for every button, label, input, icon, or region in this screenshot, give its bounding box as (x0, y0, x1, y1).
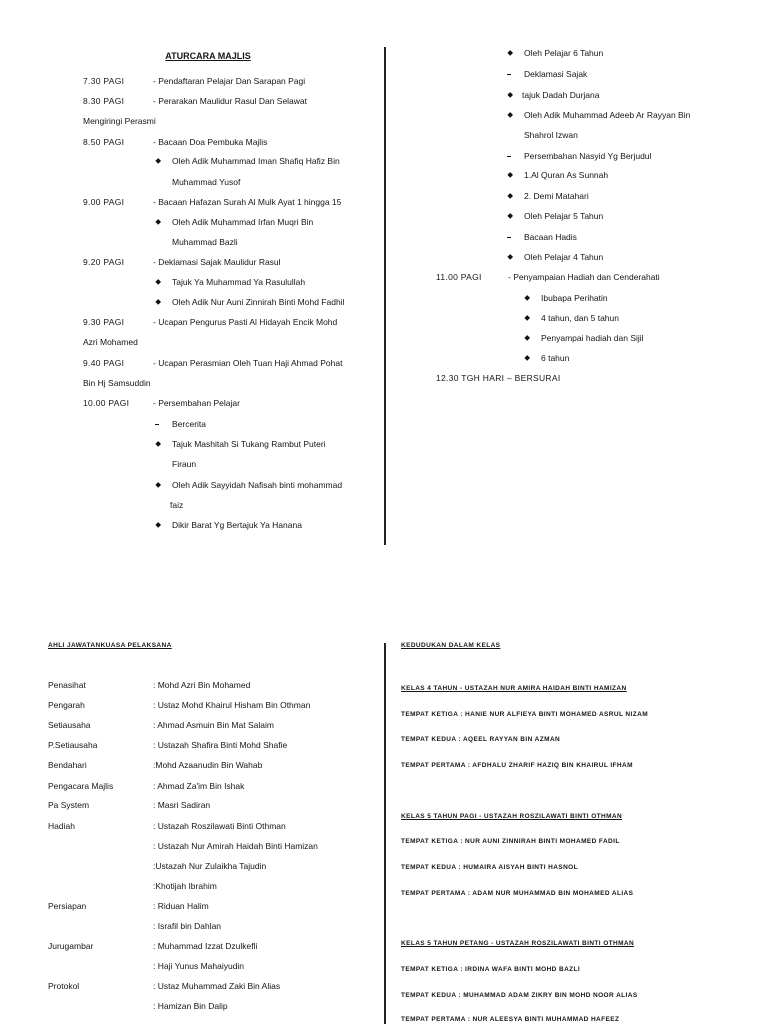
schedule-bullet-item (0, 190, 768, 202)
committee-row (0, 880, 768, 892)
schedule-continuation-text: Bin Hj Samsuddin (83, 378, 151, 388)
committee-row (0, 940, 768, 952)
diamond-bullet-icon (507, 112, 513, 118)
committee-name: : Haji Yunus Mahaiyudin (153, 961, 245, 971)
schedule-time: 8.50 PAGI (83, 137, 125, 147)
schedule-continuation-text: Shahrol Izwan (524, 130, 578, 140)
schedule-continuation (0, 458, 768, 470)
committee-row (0, 719, 768, 731)
schedule-activity: - Penyampaian Hadiah dan Cenderahati (508, 272, 660, 282)
schedule-continuation-text: Muhammad Yusof (172, 177, 241, 187)
committee-row (0, 960, 768, 972)
schedule-bullet-text: Oleh Adik Sayyidah Nafisah binti mohammad (172, 480, 343, 490)
diamond-bullet-icon (507, 172, 513, 178)
committee-name: : Ustaz Muhammad Zaki Bin Alias (153, 981, 281, 991)
schedule-bullet-item (0, 89, 768, 101)
committee-name: : Ahmad Asmuin Bin Mat Salaim (153, 720, 274, 730)
schedule-continuation (0, 129, 768, 141)
schedule-dash-item (0, 68, 768, 80)
schedule-bullet-text: 6 tahun (541, 353, 570, 363)
schedule-bullet-text: 4 tahun, dan 5 tahun (541, 313, 619, 323)
ranking-place: TEMPAT KETIGA : NUR AUNI ZINNIRAH BINTI MOHAMED FADIL (401, 838, 620, 845)
schedule-bullet-text: Tajuk Ya Muhammad Ya Rasulullah (172, 277, 306, 287)
schedule-time: 9.30 PAGI (83, 317, 125, 327)
schedule-time: 9.40 PAGI (83, 358, 125, 368)
committee-row (0, 820, 768, 832)
schedule-bullet-item (0, 479, 768, 491)
schedule-bullet-item (0, 47, 768, 59)
schedule-time: 9.20 PAGI (83, 257, 125, 267)
schedule-time: 9.00 PAGI (83, 197, 125, 207)
diamond-bullet-icon (155, 482, 161, 488)
schedule-title: ATURCARA MAJLIS (165, 51, 251, 61)
committee-role: Pengacara Majlis (48, 781, 114, 791)
committee-role: P.Setiausaha (48, 740, 98, 750)
schedule-dash-item (0, 150, 768, 162)
ranking-place: TEMPAT KEDUA : MUHAMMAD ADAM ZIKRY BIN MOHD NOOR ALIAS (401, 992, 638, 999)
schedule-dash-item (0, 418, 768, 430)
committee-name: : Israfil bin Dahlan (153, 921, 222, 931)
schedule-closing-text: 12.30 TGH HARI – BERSURAI (436, 373, 561, 383)
committee-name: : Ustaz Mohd Khairul Hisham Bin Othman (153, 700, 311, 710)
committee-role: Bendahari (48, 760, 87, 770)
ranking-place: TEMPAT KETIGA : IRDINA WAFA BINTI MOHD BAZLI (401, 966, 581, 973)
ranking-place: TEMPAT KETIGA : HANIE NUR ALFIEYA BINTI MOHAMED ASRUL NIZAM (401, 711, 649, 718)
committee-row (0, 840, 768, 852)
diamond-bullet-icon (155, 522, 161, 528)
schedule-bullet-text: 1.Al Quran As Sunnah (524, 170, 609, 180)
committee-role: Setiausaha (48, 720, 91, 730)
committee-name: :Mohd Azaanudin Bin Wahab (153, 760, 263, 770)
schedule-bullet-text: 2. Demi Matahari (524, 191, 589, 201)
schedule-dash-item (0, 231, 768, 243)
schedule-continuation (0, 499, 768, 511)
ranking-place: TEMPAT KEDUA : AQEEL RAYYAN BIN AZMAN (401, 736, 561, 743)
committee-name: : Riduan Halim (153, 901, 209, 911)
committee-row (0, 799, 768, 811)
schedule-bullet-text: Oleh Adik Nur Auni Zinnirah Binti Mohd Fadhil (172, 297, 345, 307)
schedule-dash-text: Deklamasi Sajak (524, 69, 588, 79)
class-heading: KELAS 5 TAHUN PAGI - USTAZAH ROSZILAWATI BINTI OTHMAN (401, 813, 623, 820)
schedule-time: 10.00 PAGI (83, 398, 130, 408)
rankings-title: KEDUDUKAN DALAM KELAS (401, 642, 501, 649)
committee-name: : Mohd Azri Bin Mohamed (153, 680, 251, 690)
committee-role: Jurugambar (48, 941, 94, 951)
diamond-bullet-icon (507, 92, 513, 98)
schedule-activity: - Bacaan Hafazan Surah Al Mulk Ayat 1 hingga 15 (153, 197, 342, 207)
schedule-time: 11.00 PAGI (436, 272, 482, 282)
committee-name: : Muhammad Izzat Dzulkefli (153, 941, 258, 951)
committee-row (0, 679, 768, 691)
ranking-place: TEMPAT PERTAMA : NUR ALEESYA BINTI MUHAMMAD HAFEEZ (401, 1016, 620, 1023)
schedule-bullet-item (0, 519, 768, 531)
schedule-bullet-item (0, 251, 768, 263)
diamond-bullet-icon (524, 335, 530, 341)
schedule-bullet-text: Oleh Pelajar 4 Tahun (524, 252, 604, 262)
ranking-place: TEMPAT PERTAMA : AFDHALU ZHARIF HAZIQ BIN KHAIRUL IFHAM (401, 762, 633, 769)
committee-row (0, 920, 768, 932)
schedule-time: 8.30 PAGI (83, 96, 125, 106)
schedule-activity: - Ucapan Pengurus Pasti Al Hidayah Encik Mohd (153, 317, 338, 327)
schedule-bullet-text: Tajuk Mashitah Si Tukang Rambut Puteri (172, 439, 326, 449)
schedule-activity: - Persembahan Pelajar (153, 398, 240, 408)
dash-bullet-icon (507, 74, 511, 75)
schedule-time: 7.30 PAGI (83, 76, 125, 86)
schedule-closing (0, 372, 768, 384)
schedule-continuation-text: faiz (170, 500, 184, 510)
dash-bullet-icon (507, 237, 511, 238)
schedule-continuation-text: Mengiringi Perasmi (83, 116, 156, 126)
dash-bullet-icon (507, 156, 511, 157)
schedule-row (0, 271, 768, 283)
schedule-bullet-text: Oleh Pelajar 5 Tahun (524, 211, 604, 221)
schedule-bullet-item (0, 352, 768, 364)
diamond-bullet-icon (507, 213, 513, 219)
committee-row (0, 780, 768, 792)
schedule-bullet-item (0, 109, 768, 121)
committee-row (0, 739, 768, 751)
committee-row (0, 1000, 768, 1012)
committee-name: : Ahmad Za'im Bin Ishak (153, 781, 245, 791)
schedule-bullet-item (0, 210, 768, 222)
committee-row (0, 699, 768, 711)
ranking-place: TEMPAT KEDUA : HUMAIRA AISYAH BINTI HASNOL (401, 864, 579, 871)
committee-role: Persiapan (48, 901, 87, 911)
diamond-bullet-icon (155, 441, 161, 447)
schedule-dash-text: Bacaan Hadis (524, 232, 577, 242)
schedule-bullet-text: tajuk Dadah Durjana (522, 90, 600, 100)
committee-name: : Ustazah Shafira Binti Mohd Shafie (153, 740, 288, 750)
schedule-continuation-text: Muhammad Bazli (172, 237, 238, 247)
committee-role: Hadiah (48, 821, 75, 831)
schedule-bullet-text: Oleh Adik Muhammad Adeeb Ar Rayyan Bin (524, 110, 691, 120)
committee-row (0, 900, 768, 912)
schedule-bullet-text: Oleh Adik Muhammad Irfan Muqri Bin (172, 217, 314, 227)
schedule-activity: - Deklamasi Sajak Maulidur Rasul (153, 257, 281, 267)
committee-name: : Ustazah Nur Amirah Haidah Binti Hamizan (153, 841, 318, 851)
schedule-activity: - Perarakan Maulidur Rasul Dan Selawat (153, 96, 308, 106)
diamond-bullet-icon (524, 355, 530, 361)
committee-name: :Ustazah Nur Zulaikha Tajudin (153, 861, 267, 871)
class-heading: KELAS 4 TAHUN - USTAZAH NUR AMIRA HAIDAH BINTI HAMIZAN (401, 685, 627, 692)
diamond-bullet-icon (524, 295, 530, 301)
schedule-continuation-text: Azri Mohamed (83, 337, 138, 347)
diamond-bullet-icon (507, 193, 513, 199)
committee-name: : Hamizan Bin Dalip (153, 1001, 228, 1011)
committee-row (0, 860, 768, 872)
committee-name: :Khotijah Ibrahim (153, 881, 217, 891)
diamond-bullet-icon (507, 50, 513, 56)
schedule-bullet-item (0, 332, 768, 344)
schedule-bullet-item (0, 312, 768, 324)
schedule-bullet-item (0, 438, 768, 450)
committee-role: Penasihat (48, 680, 86, 690)
schedule-bullet-text: Ibubapa Perihatin (541, 293, 608, 303)
diamond-bullet-icon (524, 315, 530, 321)
ranking-place: TEMPAT PERTAMA : ADAM NUR MUHAMMAD BIN MOHAMED ALIAS (401, 890, 634, 897)
schedule-row (0, 397, 768, 409)
schedule-activity: - Ucapan Perasmian Oleh Tuan Haji Ahmad Pohat (153, 358, 343, 368)
committee-name: : Masri Sadiran (153, 800, 211, 810)
committee-name: : Ustazah Roszilawati Binti Othman (153, 821, 286, 831)
schedule-bullet-text: Penyampai hadiah dan Sijil (541, 333, 644, 343)
schedule-dash-text: Bercerita (172, 419, 207, 429)
class-heading: KELAS 5 TAHUN PETANG - USTAZAH ROSZILAWATI BINTI OTHMAN (401, 940, 635, 947)
committee-row (0, 980, 768, 992)
committee-title: AHLI JAWATANKUASA PELAKSANA (48, 642, 172, 649)
schedule-bullet-text: Oleh Pelajar 6 Tahun (524, 48, 604, 58)
committee-row (0, 759, 768, 771)
schedule-bullet-text: Oleh Adik Muhammad Iman Shafiq Hafiz Bin (172, 156, 340, 166)
schedule-dash-text: Persembahan Nasyid Yg Berjudul (524, 151, 652, 161)
schedule-activity: - Bacaan Doa Pembuka Majlis (153, 137, 268, 147)
diamond-bullet-icon (507, 254, 513, 260)
schedule-continuation-text: Firaun (172, 459, 197, 469)
schedule-bullet-item (0, 169, 768, 181)
dash-bullet-icon (155, 424, 159, 425)
committee-role: Pengarah (48, 700, 85, 710)
schedule-bullet-item (0, 292, 768, 304)
committee-role: Protokol (48, 981, 80, 991)
schedule-activity: - Pendaftaran Pelajar Dan Sarapan Pagi (153, 76, 306, 86)
schedule-bullet-text: Dikir Barat Yg Bertajuk Ya Hanana (172, 520, 302, 530)
committee-role: Pa System (48, 800, 90, 810)
